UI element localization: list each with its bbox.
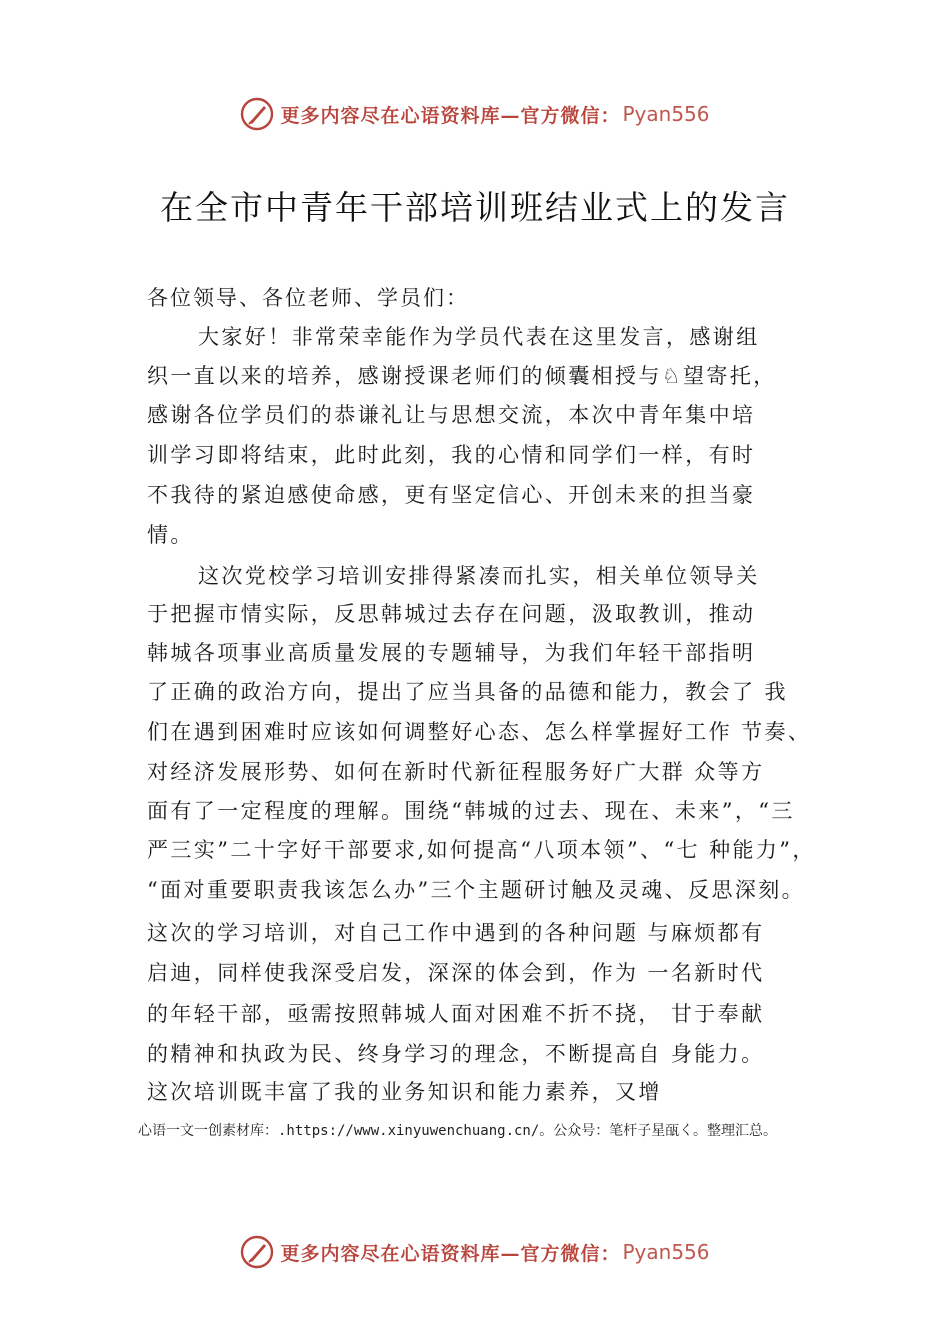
banner-wechat-id: Pyan556 <box>622 102 710 126</box>
body-line: 这次党校学习培训安排得紧凑而扎实，相关单位领导关 <box>198 564 760 588</box>
body-line: “面对重要职责我该怎么办”三个主题研讨触及灵魂、反思深刻。 <box>147 878 806 902</box>
body-line: 这次的学习培训，对自己工作中遇到的各种问题 与麻烦都有 <box>147 921 765 945</box>
body-line: 训学习即将结束，此时此刻，我的心情和同学们一样，有时 <box>147 443 756 467</box>
body-line: 这次培训既丰富了我的业务知识和能力素养，又增 <box>147 1080 662 1104</box>
body-line: 韩城各项事业高质量发展的专题辅导，为我们年轻干部指明 <box>147 641 756 665</box>
body-line: 们在遇到困难时应该如何调整好心态、怎么样掌握好工作 节奏、 <box>147 720 812 744</box>
document-title: 在全市中青年干部培训班结业式上的发言 <box>160 188 790 227</box>
salutation: 各位领导、各位老师、学员们： <box>147 286 469 310</box>
body-line: 于把握市情实际，反思韩城过去存在问题，汲取教训，推动 <box>147 602 756 626</box>
source-footnote: 心语一文一创素材库：.https://www.xinyuwenchuang.cn/。公众号：笔杆子星㼣く。整理汇总。 <box>138 1123 778 1139</box>
body-line: 感谢各位学员们的恭谦礼让与思想交流，本次中青年集中培 <box>147 403 756 427</box>
body-line: 的年轻干部，亟需按照韩城人面对困难不折不挠， 甘于奉献 <box>147 1002 765 1026</box>
body-line: 的精神和执政为民、终身学习的理念，不断提高自 身能力。 <box>147 1042 765 1066</box>
body-line: 情。 <box>147 523 194 547</box>
bottom-banner <box>0 1232 950 1272</box>
body-line: 大家好！非常荣幸能作为学员代表在这里发言，感谢组 <box>198 325 760 349</box>
banner-text: 更多内容尽在心语资料库—官方微信： <box>280 104 621 127</box>
body-line: 织一直以来的培养，感谢授课老师们的倾囊相授与♘望寄托， <box>147 364 777 388</box>
quill-logo-icon <box>240 97 274 131</box>
body-line: 不我待的紧迫感使命感，更有坚定信心、开创未来的担当豪 <box>147 483 756 507</box>
quill-logo-icon <box>240 1235 274 1269</box>
banner-text: 更多内容尽在心语资料库—官方微信： <box>280 1242 621 1265</box>
top-banner <box>0 94 950 134</box>
banner-wechat-id: Pyan556 <box>622 1240 710 1264</box>
body-line: 启迪，同样使我深受启发，深深的体会到，作为 一名新时代 <box>147 961 765 985</box>
body-line: 严三实”二十字好干部要求,如何提高“八项本领”、“七 种能力”， <box>147 838 816 862</box>
body-line: 面有了一定程度的理解。围绕“韩城的过去、现在、未来”，“三 <box>147 799 795 823</box>
body-line: 了正确的政治方向，提出了应当具备的品德和能力，教会了 我 <box>147 680 788 704</box>
body-line: 对经济发展形势、如何在新时代新征程服务好广大群 众等方 <box>147 760 765 784</box>
